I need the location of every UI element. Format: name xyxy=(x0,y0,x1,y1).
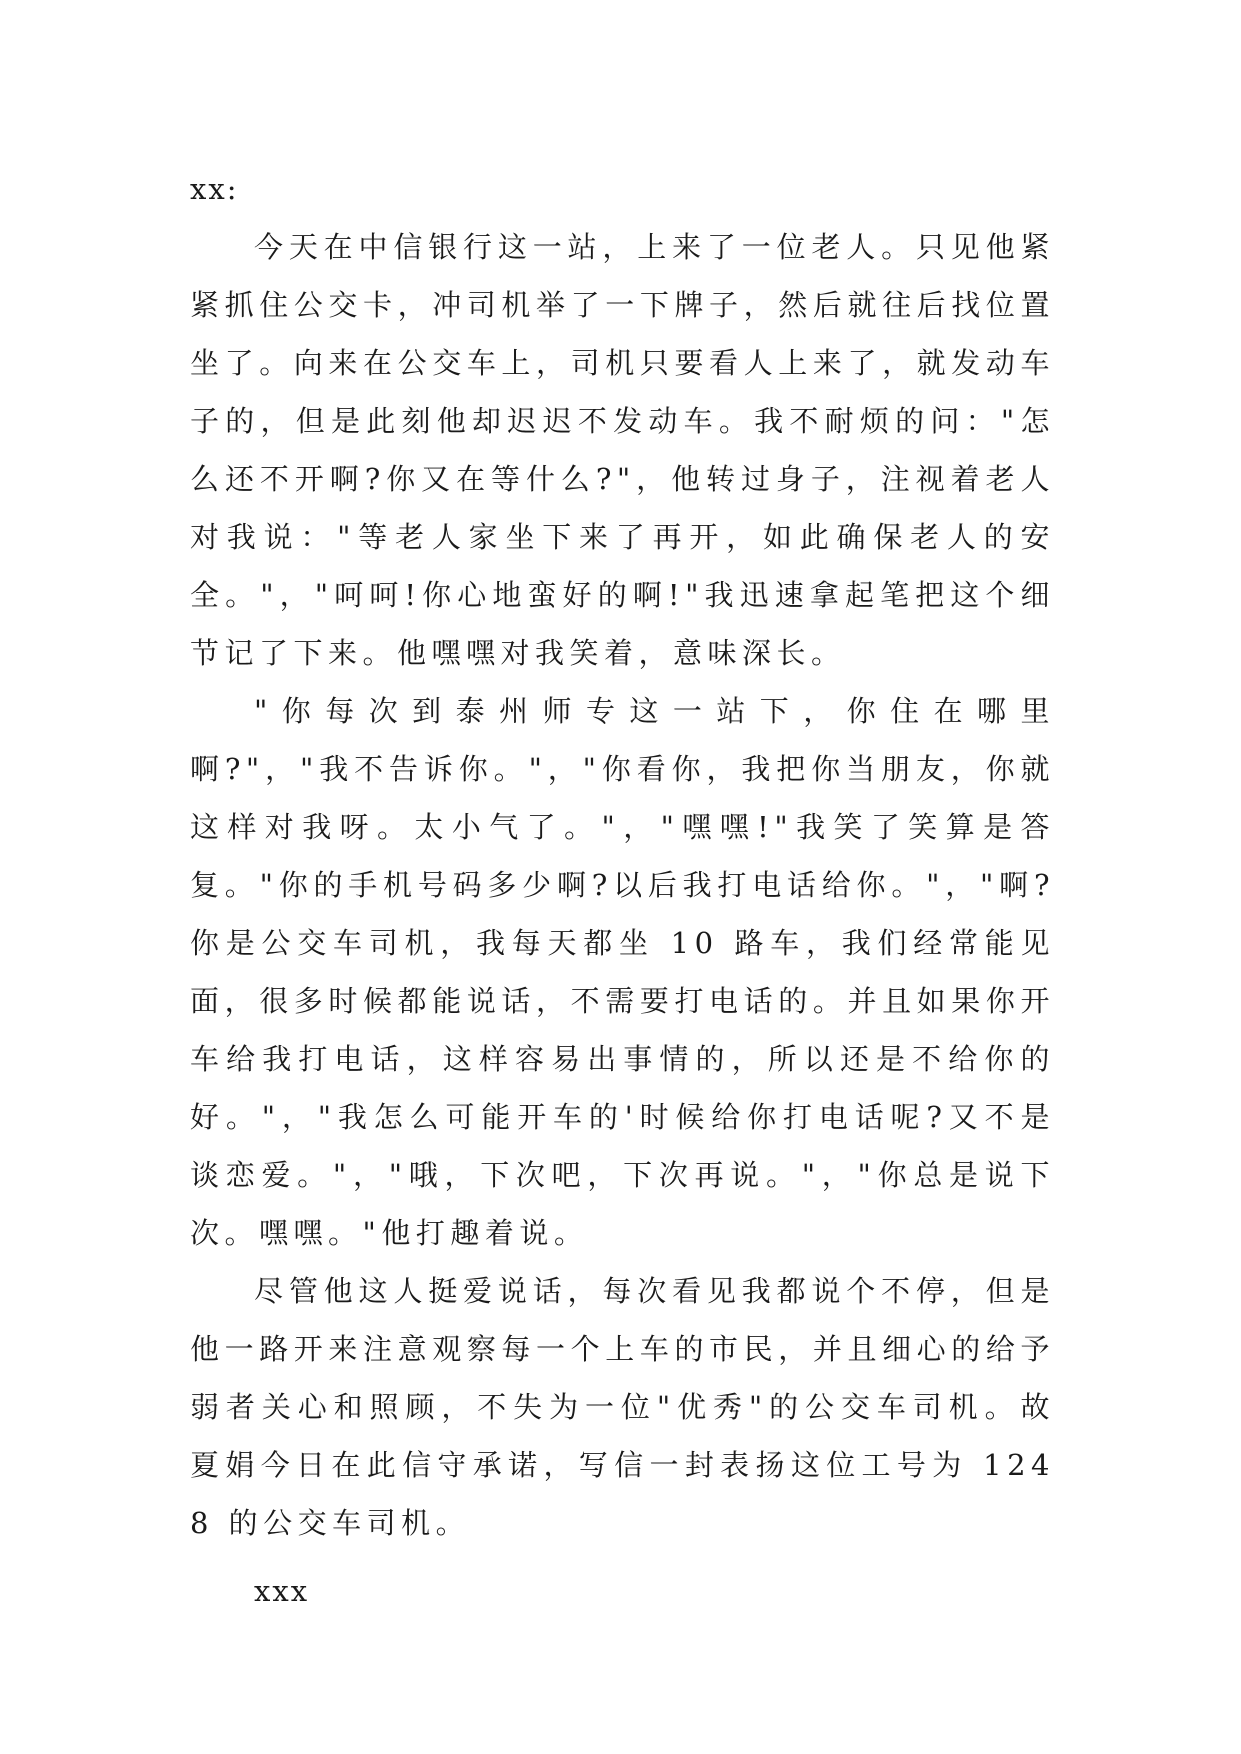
paragraph-2: "你每次到泰州师专这一站下，你住在哪里啊?"，"我不告诉你。"，"你看你，我把你当朋友，你就这样对我呀。太小气了。"，"嘿嘿!"我笑了笑算是答复。"你的手机号码多少啊?以后我打电话给你。"，"啊?你是公交车司机，我每天都坐 10 路车，我们经常能见面，很多时候都能说话，不需要打电话的。并且如果你开车给我打电话，这样容易出事情的，所以还是不给你的好。"，"我怎么可能开车的'时候给你打电话呢?又不是谈恋爱。"，"哦，下次吧，下次再说。"，"你总是说下次。嘿嘿。"他打趣着说。 xyxy=(190,694,1055,1250)
letter-body xyxy=(190,160,1055,1620)
signature: xxx xyxy=(254,1574,310,1608)
paragraph-3: 尽管他这人挺爱说话，每次看见我都说个不停，但是他一路开来注意观察每一个上车的市民，并且细心的给予弱者关心和照顾，不失为一位"优秀"的公交车司机。故夏娟今日在此信守承诺，写信一封表扬这位工号为 1248 的公交车司机。 xyxy=(190,1274,1055,1540)
salutation: xx: xyxy=(190,172,239,206)
paragraph-1: 今天在中信银行这一站，上来了一位老人。只见他紧紧抓住公交卡，冲司机举了一下牌子，然后就往后找位置坐了。向来在公交车上，司机只要看人上来了，就发动车子的，但是此刻他却迟迟不发动车。我不耐烦的问："怎么还不开啊?你又在等什么?"，他转过身子，注视着老人对我说："等老人家坐下来了再开，如此确保老人的安全。"，"呵呵!你心地蛮好的啊!"我迅速拿起笔把这个细节记了下来。他嘿嘿对我笑着，意味深长。 xyxy=(190,230,1055,670)
